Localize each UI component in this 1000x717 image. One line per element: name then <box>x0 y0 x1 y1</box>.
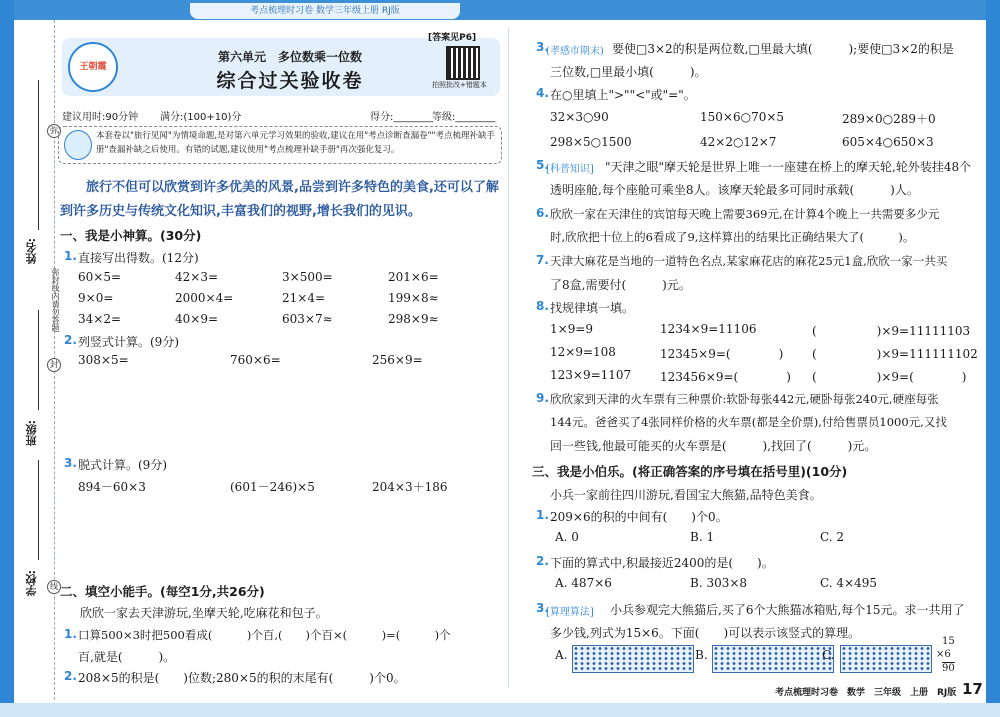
f2-number: 2. <box>64 669 77 683</box>
section-1-title: 一、我是小神算。(30分) <box>60 228 202 243</box>
oral-cell[interactable]: 60×5= <box>78 270 122 284</box>
column-divider <box>508 28 509 688</box>
r9-line-2: 144元。爸爸买了4张同样价格的火车票(都是全价票),付给售票员1000元,又找 <box>550 415 947 429</box>
vertical-calc[interactable]: 308×5= <box>78 353 129 367</box>
r3-line-2[interactable]: 三位数,□里最小填( )。 <box>550 65 707 79</box>
series-banner: 考点梳理时习卷 数学三年级上册 RJ版 <box>190 3 460 19</box>
oral-cell[interactable]: 3×500= <box>282 270 333 284</box>
f1-line-1[interactable]: 口算500×3时把500看成( )个百,( )个百×( )=( )个 <box>78 628 451 642</box>
option[interactable]: A. 0 <box>555 530 579 544</box>
r8-text: 找规律填一填。 <box>550 301 635 315</box>
option[interactable]: B. 1 <box>690 530 715 544</box>
right-border <box>986 0 1000 717</box>
oral-cell[interactable]: 21×4= <box>282 291 326 305</box>
pattern-cell[interactable]: 12345×9=( ) <box>660 347 784 361</box>
page-title: 综合过关验收卷 <box>216 70 364 92</box>
intro-text: 本套卷以"旅行见闻"为情境命题,是对第六单元学习效果的验收,建议在用"考点诊断查漏卷""考点梳理补缺手册"查漏补缺之后使用。有错的试题,建议使用"考点梳理补缺手册"再次强化复习。 <box>96 131 495 155</box>
vertical-multiplicand: 15 <box>942 636 955 647</box>
answer-reference: [答案见P6] <box>428 33 477 43</box>
r9-line-1: 欣欣家到天津的火车票有三种票价:软卧每张442元,硬卧每张240元,硬座每张 <box>550 392 939 406</box>
r8-number: 8. <box>536 299 549 313</box>
brand-logo: 王朝霞 <box>68 42 118 92</box>
oral-cell[interactable]: 34×2= <box>78 312 122 326</box>
r6-number: 6. <box>536 206 549 220</box>
oral-cell[interactable]: 603×7≈ <box>282 312 333 326</box>
c3-line-1: 小兵参观完大熊猫后,买了6个大熊猫冰箱贴,每个15元。求一共用了 <box>610 603 965 617</box>
c3-line-2[interactable]: 多少钱,列式为15×6。下面( )可以表示该竖式的算理。 <box>550 626 861 640</box>
grade-field[interactable]: 等级:________ <box>432 112 496 123</box>
compare-cell[interactable]: 42×2○12×7 <box>700 135 777 149</box>
r6-line-1: 欣欣一家在天津住的宾馆每天晚上需要369元,在计算4个晚上一共需要多少元 <box>550 207 940 221</box>
c2-number: 2. <box>536 554 549 568</box>
compare-cell[interactable]: 289×0○289＋0 <box>842 112 936 126</box>
oral-cell[interactable]: 9×0= <box>78 291 114 305</box>
top-border <box>0 0 1000 20</box>
full-score: 满分:(100+10)分 <box>160 112 242 123</box>
f2-text[interactable]: 208×5的积是( )位数;280×5的积的末尾有( )个0。 <box>78 671 406 685</box>
page-number: 17 <box>962 680 983 698</box>
pattern-cell: 12×9=108 <box>550 345 616 359</box>
q1-text: 直接写出得数。(12分) <box>78 251 199 265</box>
r4-number: 4. <box>536 86 549 100</box>
r9-number: 9. <box>536 391 549 405</box>
pattern-cell[interactable]: ( )×9=( ) <box>812 370 967 384</box>
name-line <box>38 80 39 230</box>
binding-margin <box>14 20 60 700</box>
q3-number: 3. <box>64 456 77 470</box>
q3-text: 脱式计算。(9分) <box>78 458 167 472</box>
vertical-calc[interactable]: 256×9= <box>372 353 423 367</box>
pattern-cell: 1234×9=11106 <box>660 322 757 336</box>
pattern-cell[interactable]: 123456×9=( ) <box>660 370 791 384</box>
section-3-title: 三、我是小伯乐。(将正确答案的序号填在括号里)(10分) <box>532 464 848 479</box>
f1-line-2[interactable]: 百,就是( )。 <box>78 650 176 664</box>
r5-line-1: "天津之眼"摩天轮是世界上唯一一座建在桥上的摩天轮,轮外装挂48个 <box>605 160 972 174</box>
school-line <box>38 460 39 560</box>
stepwise-calc[interactable]: 204×3＋186 <box>372 480 448 494</box>
pattern-cell[interactable]: ( )×9=111111102 <box>812 347 978 361</box>
r3-line-1[interactable]: 要使□3×2的积是两位数,□里最大填( );要使□3×2的积是 <box>612 42 954 56</box>
compare-cell[interactable]: 150×6○70×5 <box>700 110 785 124</box>
suggested-time: 建议用时:90分钟 <box>62 112 139 123</box>
pattern-cell: 1×9=9 <box>550 322 594 336</box>
oral-cell[interactable]: 2000×4= <box>175 291 234 305</box>
class-line <box>38 310 39 410</box>
oral-cell[interactable]: 199×8≈ <box>388 291 439 305</box>
seal-note: 弥封线内请勿答题 <box>51 268 60 332</box>
mascot-icon <box>64 130 92 160</box>
section-2-context: 欣欣一家去天津游玩,坐摩天轮,吃麻花和包子。 <box>80 606 328 620</box>
option[interactable]: B. 303×8 <box>690 576 748 590</box>
dot-array-image-b <box>712 645 834 673</box>
option[interactable]: C. <box>822 648 835 662</box>
section-2-title: 二、填空小能手。(每空1分,共26分) <box>60 584 265 599</box>
c3-tag: [算理算法] <box>546 607 594 618</box>
school-label: 学校: <box>25 570 38 597</box>
q1-number: 1. <box>64 249 77 263</box>
r6-line-2[interactable]: 时,欣欣把十位上的6看成了9,这样算出的结果比正确结果大了( )。 <box>550 230 915 244</box>
option[interactable]: C. 2 <box>820 530 845 544</box>
q2-number: 2. <box>64 333 77 347</box>
option[interactable]: B. <box>695 648 708 662</box>
r7-line-2[interactable]: 了8盒,需要付( )元。 <box>550 278 691 292</box>
compare-cell[interactable]: 605×4○650×3 <box>842 135 934 149</box>
option[interactable]: A. <box>555 648 568 662</box>
compare-cell[interactable]: 32×3○90 <box>550 110 609 124</box>
score-field[interactable]: 得分:________ <box>370 112 434 123</box>
r5-line-2[interactable]: 透明座舱,每个座舱可乘坐8人。该摩天轮最多可同时承载( )人。 <box>550 183 919 197</box>
vertical-calc[interactable]: 760×6= <box>230 353 281 367</box>
option[interactable]: C. 4×495 <box>820 576 877 590</box>
c2-text[interactable]: 下面的算式中,积最接近2400的是( )。 <box>550 556 774 570</box>
footer-text: 考点梳理时习卷 数学 三年级 上册 RJ版 <box>775 688 957 698</box>
dot-array-image-c <box>840 645 932 673</box>
qr-code-icon[interactable] <box>446 46 480 80</box>
oral-cell[interactable]: 42×3= <box>175 270 219 284</box>
f1-number: 1. <box>64 627 77 641</box>
vertical-multiplier: ×6 <box>936 649 951 660</box>
compare-cell[interactable]: 298×5○1500 <box>550 135 632 149</box>
dot-array-image-a <box>572 645 694 673</box>
stepwise-calc[interactable]: 894－60×3 <box>78 480 146 494</box>
seal-char-3: 线 <box>47 580 61 594</box>
seal-char-2: 封 <box>47 358 61 372</box>
oral-cell[interactable]: 201×6= <box>388 270 439 284</box>
r7-number: 7. <box>536 253 549 267</box>
class-label: 班级: <box>25 420 38 447</box>
r4-text: 在○里填上">""<"或"="。 <box>550 88 696 102</box>
option[interactable]: A. 487×6 <box>555 576 612 590</box>
r3-tag: (孝感市期末) <box>546 46 604 57</box>
r3-number: 3. <box>536 40 549 54</box>
name-label: 姓名: <box>25 238 38 265</box>
pattern-cell[interactable]: ( )×9=11111103 <box>812 324 971 338</box>
vertical-product: 90 <box>942 663 955 674</box>
pattern-cell: 123×9=1107 <box>550 368 632 382</box>
stepwise-calc[interactable]: (601－246)×5 <box>230 480 315 494</box>
oral-cell[interactable]: 298×9≈ <box>388 312 439 326</box>
r5-number: 5. <box>536 158 549 172</box>
qr-caption: 拍照批改+错题本 <box>432 81 487 89</box>
story-text: 旅行不但可以欣赏到许多优美的风景,品尝到许多特色的美食,还可以了解到许多历史与传统文化知识,丰富我们的视野,增长我们的见识。 <box>60 180 499 219</box>
r9-line-3[interactable]: 回一些钱,他最可能买的火车票是( ),找回了( )元。 <box>550 439 877 453</box>
r7-line-1: 天津大麻花是当地的一道特色名点,某家麻花店的麻花25元1盒,欣欣一家一共买 <box>550 254 948 268</box>
bottom-border <box>0 703 1000 717</box>
seal-char-1: 弥 <box>47 124 61 138</box>
left-border <box>0 0 14 717</box>
oral-cell[interactable]: 40×9= <box>175 312 219 326</box>
c3-number: 3. <box>536 601 549 615</box>
c1-text[interactable]: 209×6的积的中间有( )个0。 <box>550 510 728 524</box>
c1-number: 1. <box>536 508 549 522</box>
q2-text: 列竖式计算。(9分) <box>78 335 179 349</box>
section-3-context: 小兵一家前往四川游玩,看国宝大熊猫,品特色美食。 <box>550 488 822 502</box>
r5-tag: [科普知识] <box>546 164 594 175</box>
unit-title: 第六单元 多位数乘一位数 <box>217 50 362 64</box>
